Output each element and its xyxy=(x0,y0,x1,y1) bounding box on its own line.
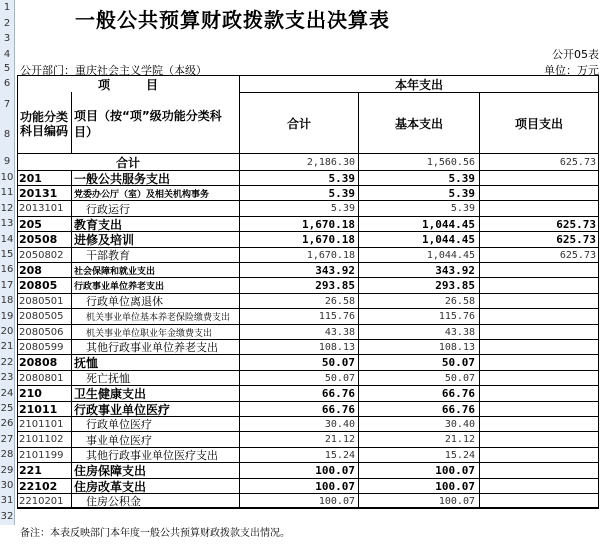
row-number[interactable]: 16 xyxy=(0,262,15,278)
item-total: 1,670.18 xyxy=(302,217,355,231)
item-name: 抚恤 xyxy=(74,356,99,370)
item-name: 行政事业单位医疗 xyxy=(74,402,171,416)
item-project xyxy=(480,433,596,447)
item-project xyxy=(480,448,596,462)
item-basic: 100.07 xyxy=(438,495,475,507)
item-project xyxy=(480,310,596,324)
row-number[interactable]: 5 xyxy=(0,62,15,76)
row-number[interactable]: 25 xyxy=(0,403,14,414)
item-name: 卫生健康支出 xyxy=(74,387,147,401)
row-number[interactable]: 23 xyxy=(0,370,15,386)
item-code: 2101102 xyxy=(19,434,64,446)
item-total: 66.76 xyxy=(321,387,355,401)
row-number[interactable]: 8 xyxy=(0,117,15,153)
item-name: 行政单位医疗 xyxy=(86,418,152,432)
item-code: 20808 xyxy=(19,356,58,370)
row-number[interactable]: 29 xyxy=(0,465,14,476)
item-total: 343.92 xyxy=(315,263,355,277)
row-number[interactable]: 17 xyxy=(0,280,14,291)
item-name: 干部教育 xyxy=(86,249,130,262)
item-total: 100.07 xyxy=(318,495,355,507)
col-divider xyxy=(239,75,240,508)
item-name: 教育支出 xyxy=(74,217,123,232)
table-row[interactable] xyxy=(17,186,599,201)
row-number[interactable]: 4 xyxy=(0,47,15,62)
item-total: 26.58 xyxy=(324,295,355,307)
item-project: 625.73 xyxy=(556,233,596,247)
item-project xyxy=(480,171,596,185)
item-name: 机关事业单位职业年金缴费支出 xyxy=(86,328,213,339)
item-total: 50.07 xyxy=(324,372,355,384)
item-total: 43.38 xyxy=(324,326,355,338)
item-basic: 115.76 xyxy=(438,311,475,323)
item-code: 208 xyxy=(19,263,42,277)
item-code: 21011 xyxy=(19,402,58,416)
row-number[interactable]: 30 xyxy=(0,480,14,491)
item-total: 66.76 xyxy=(321,402,355,416)
header-name: 项目（按“项”级功能分类科目） xyxy=(74,109,222,139)
item-basic: 100.07 xyxy=(435,464,475,478)
row-number[interactable]: 2 xyxy=(0,16,15,31)
item-basic: 26.58 xyxy=(444,295,475,307)
item-total: 30.40 xyxy=(324,418,355,430)
row-number[interactable]: 14 xyxy=(0,234,14,245)
item-project: 625.73 xyxy=(556,217,596,231)
footnote: 备注：本表反映部门本年度一般公共预算财政拨款支出情况。 xyxy=(20,528,290,539)
item-project xyxy=(480,417,596,431)
item-project xyxy=(480,294,596,308)
item-project xyxy=(480,340,596,354)
item-total: 108.13 xyxy=(318,341,355,353)
col-divider xyxy=(71,92,72,154)
summary-project: 625.73 xyxy=(559,156,596,168)
row-number[interactable]: 21 xyxy=(0,339,15,355)
item-total: 293.85 xyxy=(315,279,355,293)
item-code: 22102 xyxy=(19,479,58,493)
item-project xyxy=(480,402,596,416)
item-basic: 5.39 xyxy=(450,203,475,215)
item-code: 2013101 xyxy=(19,203,64,215)
table-row[interactable] xyxy=(17,202,599,217)
row-number[interactable]: 31 xyxy=(0,493,15,509)
item-total: 1,670.18 xyxy=(302,233,355,247)
col-divider xyxy=(479,92,480,508)
row-number[interactable]: 24 xyxy=(0,388,14,399)
item-name: 进修及培训 xyxy=(74,233,135,247)
table-row[interactable] xyxy=(17,340,599,355)
department-label: 公开部门：重庆社会主义学院（本级） xyxy=(20,64,207,77)
item-total: 100.07 xyxy=(315,464,355,478)
item-total: 1,670.18 xyxy=(306,249,355,261)
item-code: 2101199 xyxy=(19,449,64,461)
item-project xyxy=(480,279,596,293)
item-code: 20805 xyxy=(19,279,58,293)
item-project xyxy=(480,325,596,339)
item-name: 其他行政事业单位养老支出 xyxy=(86,341,218,355)
item-basic: 66.76 xyxy=(441,387,475,401)
item-total: 5.39 xyxy=(330,203,355,215)
item-project xyxy=(480,186,596,200)
item-code: 2080505 xyxy=(19,311,64,323)
item-code: 201 xyxy=(19,171,42,185)
table-row[interactable] xyxy=(17,417,599,432)
item-name: 行政事业单位养老支出 xyxy=(74,282,165,293)
row-number[interactable]: 9 xyxy=(0,153,15,170)
summary-row[interactable] xyxy=(17,154,599,170)
header-basic: 基本支出 xyxy=(394,116,443,131)
row-number[interactable]: 28 xyxy=(0,447,15,463)
item-name: 住房公积金 xyxy=(86,495,141,509)
item-project xyxy=(480,464,596,478)
item-code: 2080501 xyxy=(19,295,64,307)
item-basic: 100.07 xyxy=(435,479,475,493)
row-divider xyxy=(17,153,599,154)
table-row[interactable] xyxy=(17,448,599,463)
item-basic: 43.38 xyxy=(444,326,475,338)
item-total: 15.24 xyxy=(324,449,355,461)
item-total: 21.12 xyxy=(324,434,355,446)
item-code: 2050802 xyxy=(19,249,64,261)
table-row[interactable] xyxy=(17,371,599,386)
item-name: 住房保障支出 xyxy=(74,464,147,478)
row-number[interactable]: 32 xyxy=(0,509,15,525)
item-total: 5.39 xyxy=(328,171,355,185)
table-row[interactable] xyxy=(17,171,599,186)
item-code: 205 xyxy=(19,217,42,231)
header-total: 合计 xyxy=(286,116,311,131)
item-code: 210 xyxy=(19,387,42,401)
row-number[interactable]: 20 xyxy=(0,326,14,337)
item-code: 2210201 xyxy=(19,495,64,507)
item-total: 115.76 xyxy=(318,311,355,323)
item-project: 625.73 xyxy=(559,249,596,261)
col-divider xyxy=(71,170,72,508)
row-number[interactable]: 22 xyxy=(0,357,14,368)
row-divider xyxy=(239,92,599,93)
item-name: 行政运行 xyxy=(86,202,130,216)
item-basic: 5.39 xyxy=(448,186,475,200)
row-number[interactable]: 7 xyxy=(0,92,15,117)
table-row[interactable] xyxy=(17,310,599,325)
table-row[interactable] xyxy=(17,325,599,340)
item-total: 50.07 xyxy=(321,356,355,370)
table-row[interactable] xyxy=(17,402,599,417)
item-basic: 5.39 xyxy=(448,171,475,185)
item-basic: 108.13 xyxy=(438,341,475,353)
row-number[interactable]: 12 xyxy=(0,203,14,214)
header-code: 功能分类科目编码 xyxy=(20,110,69,138)
item-name: 机关事业单位基本养老保险缴费支出 xyxy=(86,313,231,324)
item-total: 100.07 xyxy=(315,479,355,493)
item-code: 2080506 xyxy=(19,326,64,338)
item-project xyxy=(480,479,596,493)
col-divider xyxy=(358,92,359,508)
table-number: 公开05表 xyxy=(552,48,599,61)
row-number[interactable]: 3 xyxy=(0,31,15,47)
item-project xyxy=(480,202,596,216)
row-number[interactable]: 26 xyxy=(0,416,15,432)
row-number[interactable]: 27 xyxy=(0,434,14,445)
table-row[interactable] xyxy=(17,494,599,509)
summary-total: 2,186.30 xyxy=(306,156,355,168)
item-basic: 1,044.45 xyxy=(422,233,475,247)
item-code: 221 xyxy=(19,464,42,478)
item-basic: 15.24 xyxy=(444,449,475,461)
item-project xyxy=(480,387,596,401)
table-row[interactable] xyxy=(17,279,599,294)
row-number[interactable]: 19 xyxy=(0,311,14,322)
row-number[interactable]: 10 xyxy=(0,172,14,183)
row-number[interactable]: 6 xyxy=(0,76,15,92)
row-number[interactable]: 11 xyxy=(0,185,15,201)
item-name: 党委办公厅（室）及相关机构事务 xyxy=(74,189,210,200)
item-basic: 1,044.45 xyxy=(426,249,475,261)
item-name: 事业单位医疗 xyxy=(86,433,152,447)
item-basic: 50.07 xyxy=(441,356,475,370)
item-name: 其他行政事业单位医疗支出 xyxy=(86,449,218,463)
row-divider xyxy=(17,170,599,171)
table-row[interactable] xyxy=(17,387,599,402)
row-number[interactable]: 1 xyxy=(0,0,15,16)
item-name: 社会保障和就业支出 xyxy=(74,266,156,277)
header-project: 项 目 xyxy=(97,77,158,92)
item-basic: 1,044.45 xyxy=(422,217,475,231)
item-project xyxy=(480,494,596,508)
table-row[interactable] xyxy=(17,217,599,232)
item-basic: 30.40 xyxy=(444,418,475,430)
row-number[interactable]: 15 xyxy=(0,249,14,260)
header-project-expense: 项目支出 xyxy=(514,116,563,131)
item-name: 死亡抚恤 xyxy=(86,372,130,386)
item-code: 2080599 xyxy=(19,341,64,353)
item-basic: 50.07 xyxy=(444,372,475,384)
item-name: 住房改革支出 xyxy=(74,479,147,493)
unit-label: 单位：万元 xyxy=(544,64,599,77)
item-project xyxy=(480,263,596,277)
item-project xyxy=(480,356,596,370)
row-number[interactable]: 13 xyxy=(0,216,15,232)
table-row[interactable] xyxy=(17,479,599,494)
item-basic: 21.12 xyxy=(444,434,475,446)
item-code: 2080801 xyxy=(19,372,64,384)
item-code: 20508 xyxy=(19,233,58,247)
summary-label: 合计 xyxy=(115,155,140,170)
item-total: 5.39 xyxy=(328,186,355,200)
report-title: 一般公共预算财政拨款支出决算表 xyxy=(75,8,390,32)
item-project xyxy=(480,371,596,385)
table-row[interactable] xyxy=(17,464,599,479)
summary-basic: 1,560.56 xyxy=(426,156,475,168)
item-name: 行政单位离退休 xyxy=(86,295,163,309)
header-current-year: 本年支出 xyxy=(394,77,443,92)
table-row[interactable] xyxy=(17,433,599,448)
table-row[interactable] xyxy=(17,263,599,278)
table-row[interactable] xyxy=(17,294,599,309)
table-row[interactable] xyxy=(17,233,599,248)
table-row[interactable] xyxy=(17,356,599,371)
item-basic: 343.92 xyxy=(435,263,475,277)
item-basic: 293.85 xyxy=(435,279,475,293)
table-row[interactable] xyxy=(17,248,599,263)
row-number[interactable]: 18 xyxy=(0,293,15,309)
item-basic: 66.76 xyxy=(441,402,475,416)
item-code: 2101101 xyxy=(19,418,64,430)
item-name: 一般公共服务支出 xyxy=(74,171,171,185)
item-code: 20131 xyxy=(19,186,58,200)
